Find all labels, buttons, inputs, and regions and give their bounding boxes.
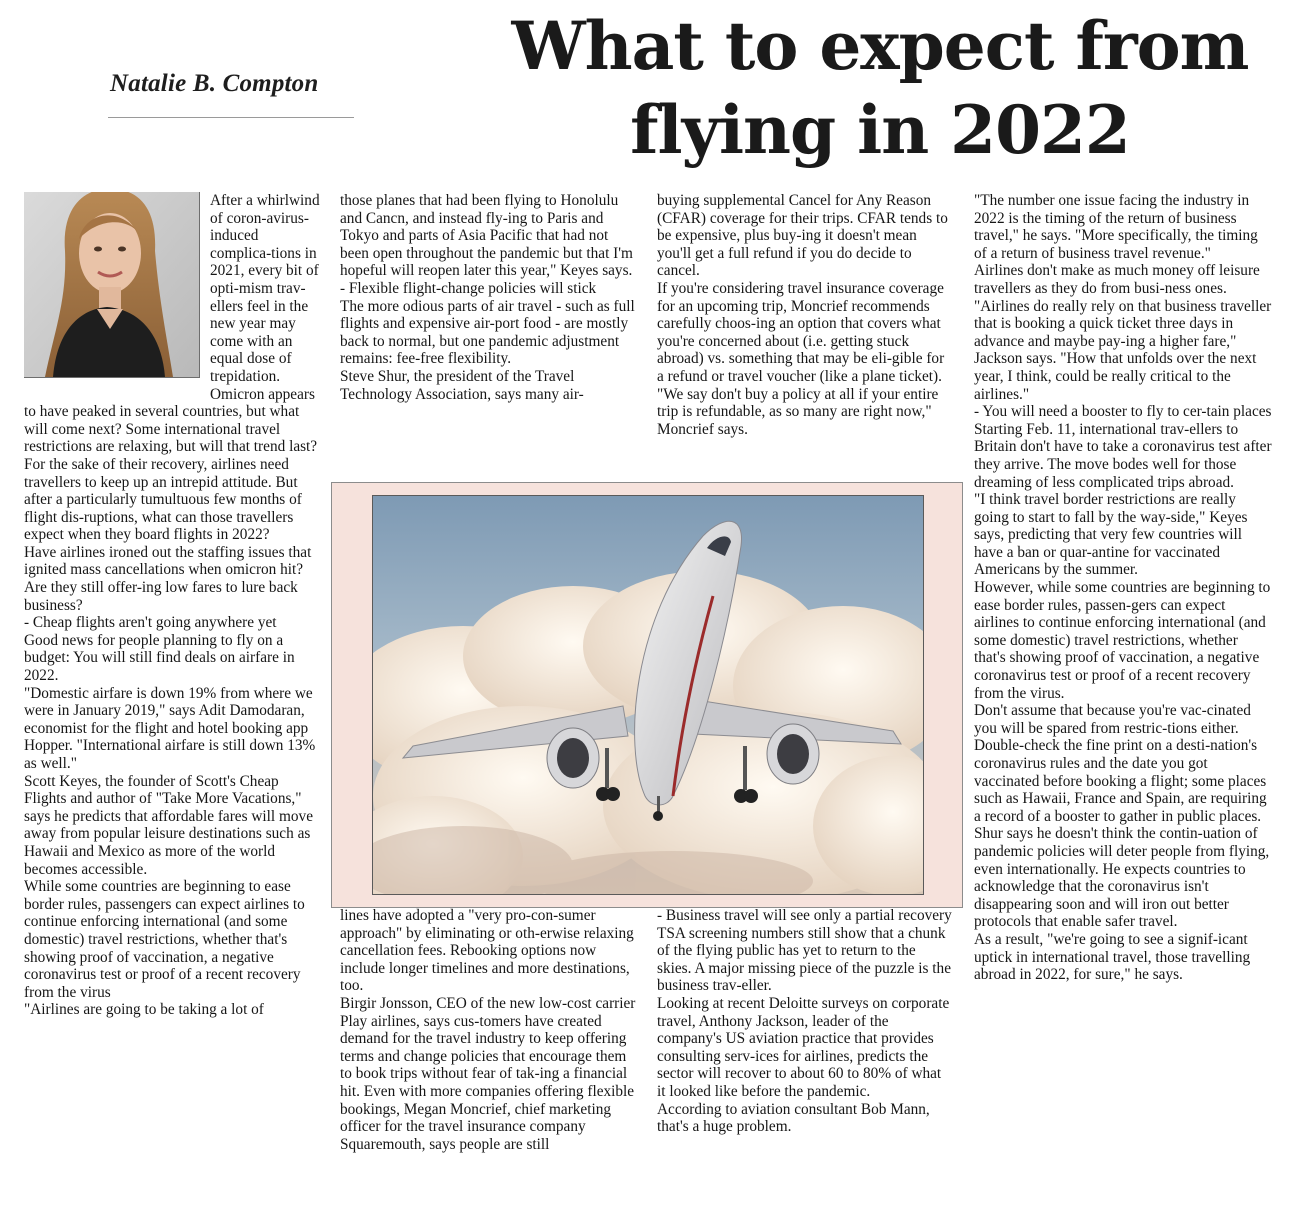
paragraph: Good news for people planning to fly on a budget: You will still find deals on airfare in 2022. [24,631,295,685]
paragraph: Steve Shur, the president of the Travel Technology Association, says many air- [340,367,584,403]
portrait-float [24,192,204,398]
author-byline: Natalie B. Compton [110,70,319,97]
paragraph: "Domestic airfare is down 19% from where we were in January 2019," says Adit Damodaran, economist for the flight and hotel booking app Hopper. "International airfare is still down 13% as well." [24,684,316,772]
paragraph: Have airlines ironed out the staffing issues that ignited mass cancellations when omicron hit? Are they still offer-ing low fares to lure back business? [24,543,312,614]
paragraph: those planes that had been flying to Honolulu and Cancn, and instead fly-ing to Paris and Tokyo and parts of Asia Pacific that had not been open throughout the pandemic but that I'm hopeful will reopen later this year," Keyes says. [340,192,633,280]
airplane-in-sky-photo [372,495,924,895]
paragraph: Double-check the fine print on a desti-nation's coronavirus rules and the date you got vaccinated before booking a flight; some places such as Hawaii, France and Spain, are requiring a record of a booster to gather in public places. [974,737,1267,825]
article-column-4 [974,192,1272,1204]
paragraph: Scott Keyes, the founder of Scott's Cheap Flights and author of "Take More Vacations," says he predicts that affordable fares will move away from popular leisure destinations such as Hawaii and Mexico as more of the world becomes accessible. [24,772,313,878]
paragraph: Birgir Jonsson, CEO of the new low-cost carrier Play airlines, says cus-tomers have created demand for the travel industry to keep offering terms and change policies that encourage them to book trips without fear of tak-ing a financial hit. Even with more companies offering flexible bookings, Megan Moncrief, chief marketing officer for the travel insurance company Squaremouth, says people are still [340,994,636,1153]
paragraph: buying supplemental Cancel for Any Reason (CFAR) coverage for their trips. CFAR tends to be expensive, plus buy-ing it doesn't mean you'll get a full refund if you do decide to cancel. [657,192,948,280]
paragraph: Shur says he doesn't think the contin-uation of pandemic policies will deter people from flying, even internationally. He expects countries to acknowledge that the coronavirus isn't disappearing soon and will iron out better protocols that enable safer travel. [974,825,1270,931]
subheading-business-travel: - Business travel will see only a partial recovery [657,907,952,924]
paragraph: Airlines don't make as much money off leisure travellers as they do from busi-ness ones. [974,262,1260,297]
paragraph: For the sake of their recovery, airlines need travellers to keep up an intrepid attitude. But after a particularly tumultuous few months of flight dis-ruptions, what can those travellers expect when they board flights in 2022? [24,455,302,544]
paragraph: lines have adopted a "very pro-con-sumer approach" by eliminating or oth-erwise relaxing cancellation fees. Rebooking options now include longer timelines and more destinations, too. [340,907,634,995]
article-column-2-top [340,192,640,482]
paragraph: While some countries are beginning to ease border rules, passengers can expect airlines to continue enforcing international (and some domestic) travel restrictions, whether that's showing proof of vaccination, a negative coronavirus test or proof of a recent recovery from the virus [24,878,305,1001]
article-intro: After a whirlwind of coron-avirus-induced complica-tions in 2021, every bit of opti-mism trav-ellers feel in the new year may come with an equal dose of trepidation. Omicron appears to have peaked in several countries, but what will come next? Some international travel restrictions are relaxing, but will that trend last? [24,192,320,456]
article-column-1 [24,192,322,1204]
paragraph: If you're considering travel insurance coverage for an upcoming trip, Moncrief recommends carefully choos-ing an option that covers what you're concerned about (i.e. getting stuck abroad) vs. something that may be eli-gible for a refund or travel voucher (like a plane ticket). [657,279,945,385]
article-column-3-bottom [657,907,953,1204]
paragraph: However, while some countries are beginning to ease border rules, passen-gers can expect airlines to continue enforcing international (and some domestic) travel restrictions, whether that's showing proof of vaccination, a negative coronavirus test or proof of a recent recovery from the virus. [974,579,1271,702]
headline [462,4,1298,172]
photo-frame [331,482,963,908]
paragraph: "I think travel border restrictions are really going to start to fall by the way-side," Keyes says, predicting that very few countries will have a ban or quar-antine for vaccinated Americans by the summer. [974,491,1248,579]
headline-line-2: flying in 2022 [630,91,1130,169]
article-column-2-bottom [340,907,640,1204]
paragraph: Starting Feb. 11, international trav-ellers to Britain don't have to take a coronavirus test after they arrive. The move bodes well for those dreaming of less complicated trips abroad. [974,420,1272,491]
subheading-cheap-flights: - Cheap flights aren't going anywhere yet [24,614,277,632]
byline-divider [108,117,354,118]
paragraph: "We say don't buy a policy at all if your entire trip is refundable, as so many are right now," Moncrief says. [657,385,939,438]
paragraph: "Airlines do really rely on that business traveller that is booking a quick ticket three days in advance and maybe pay-ing a higher fare," Jackson says. "How that unfolds over the next year, I think, could be really critical to the airlines." [974,297,1272,403]
paragraph: "The number one issue facing the industry in 2022 is the timing of the return of business travel," he says. "More specifically, the timing of a return of business travel revenue." [974,192,1258,262]
paragraph: "Airlines are going to be taking a lot of [24,1001,264,1019]
paragraph: Looking at recent Deloitte surveys on corporate travel, Anthony Jackson, leader of the company's US aviation practice that provides consulting serv-ices for airlines, predicts the sector will recover to about 60 to 80% of what it looked like before the pandemic. [657,994,950,1100]
article-column-3-top [657,192,953,482]
paragraph: The more odious parts of air travel - such as full flights and expensive air-port food - are mostly back to normal, but one pandemic adjustment remains: fee-free flexibility. [340,297,635,368]
paragraph: Don't assume that because you're vac-cinated you will be spared from restric-tions either. [974,702,1251,737]
paragraph: As a result, "we're going to see a signif-icant uptick in international travel, those travelling abroad in 2022, for sure," he says. [974,930,1251,984]
subheading-booster: - You will need a booster to fly to cer-tain places [974,403,1272,421]
author-headshot-photo [24,192,200,378]
subheading-flexible-policies: - Flexible flight-change policies will stick [340,279,597,297]
paragraph: TSA screening numbers still show that a chunk of the flying public has yet to return to the skies. A major missing piece of the puzzle is the business trav-eller. [657,924,951,995]
paragraph: According to aviation consultant Bob Mann, that's a huge problem. [657,1100,930,1136]
headline-line-1: What to expect from [511,7,1249,85]
